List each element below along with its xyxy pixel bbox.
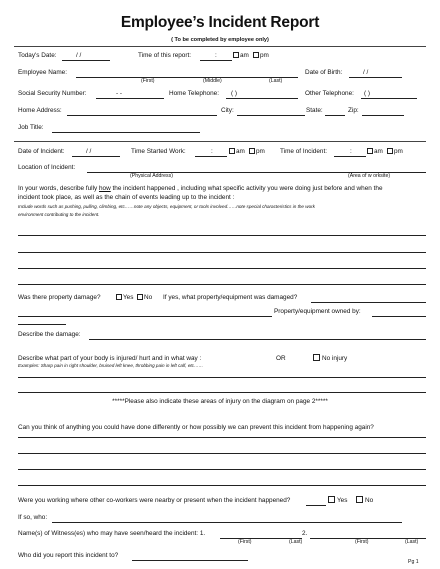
home-address-field[interactable]	[67, 115, 217, 116]
zip-label: Zip:	[348, 107, 359, 114]
checkbox[interactable]	[116, 294, 122, 300]
ssn-label: Social Security Number:	[18, 90, 87, 97]
coworkers-no-option[interactable]	[356, 496, 373, 504]
physical-address-caption: (Physical Address)	[130, 173, 173, 179]
no-label: No	[365, 497, 374, 504]
home-telephone-label: Home Telephone:	[169, 90, 219, 97]
section-divider	[14, 141, 426, 142]
property-damage-no-option[interactable]	[137, 294, 152, 301]
or-label: OR	[276, 355, 286, 362]
yes-label: Yes	[123, 294, 134, 301]
state-label: State:	[306, 107, 323, 114]
todays-date-field[interactable]	[62, 60, 110, 61]
if-so-who-field[interactable]	[52, 522, 402, 523]
describe-answer-line[interactable]	[18, 252, 426, 253]
page-number: Pg 1	[408, 559, 419, 565]
no-label: No	[144, 294, 153, 301]
time-started-work-label: Time Started Work:	[131, 148, 186, 155]
witness-2-label: 2.	[302, 530, 308, 537]
checkbox[interactable]	[253, 52, 259, 58]
home-telephone-field[interactable]	[226, 98, 298, 99]
report-am-option[interactable]	[233, 52, 249, 59]
body-injured-answer-line[interactable]	[18, 377, 426, 378]
state-field[interactable]	[325, 115, 345, 116]
todays-date-label: Today's Date:	[18, 52, 57, 59]
property-damage-yes-option[interactable]	[116, 294, 133, 301]
date-of-birth-field[interactable]	[349, 77, 402, 78]
todays-date-slashes: / /	[76, 52, 82, 59]
describe-answer-line[interactable]	[18, 268, 426, 269]
checkbox[interactable]	[249, 148, 255, 154]
coworkers-nearby-label: Were you working where other co-workers were nearby or present when the incident happened?	[18, 497, 291, 504]
if-so-who-label: If so, who:	[18, 514, 48, 521]
checkbox[interactable]	[313, 354, 320, 361]
prevention-answer-line[interactable]	[18, 437, 426, 438]
checkbox[interactable]	[328, 496, 335, 503]
other-telephone-field[interactable]	[361, 98, 417, 99]
describe-how-emphasis: how	[98, 185, 111, 192]
other-telephone-parens: ( )	[364, 90, 371, 97]
started-pm-option[interactable]	[249, 148, 265, 155]
city-label: City:	[221, 107, 234, 114]
property-damaged-field-line-2[interactable]	[18, 316, 272, 317]
ssn-dashes: - -	[116, 90, 123, 97]
describe-prompt-line-2: incident took place, as well as the chain of events leading up to the incident :	[18, 194, 235, 201]
yes-label: Yes	[337, 497, 348, 504]
job-title-label: Job Title:	[18, 124, 44, 131]
describe-hint-line-2: environment contributing to the incident.	[18, 212, 100, 217]
property-damage-label: Was there property damage?	[18, 294, 101, 301]
page-title: Employee’s Incident Report	[120, 14, 320, 31]
date-of-birth-slashes: / /	[363, 69, 369, 76]
report-pm-option[interactable]	[253, 52, 269, 59]
pm-label: pm	[394, 148, 403, 155]
checkbox[interactable]	[229, 148, 235, 154]
prevention-answer-line[interactable]	[18, 453, 426, 454]
job-title-field[interactable]	[52, 132, 200, 133]
location-label: Location of Incident:	[18, 164, 76, 171]
describe-prompt-rest: the incident happened , including what specific activity you were doing just before and when the	[110, 185, 383, 192]
witness-2-first-caption: (First)	[355, 539, 369, 545]
coworkers-nearby-blank	[306, 505, 326, 506]
property-owned-by-field-line-2[interactable]	[18, 324, 66, 325]
time-of-report-field[interactable]	[200, 60, 232, 61]
last-name-caption: (Last)	[269, 78, 283, 84]
describe-answer-line[interactable]	[18, 235, 426, 236]
prevention-answer-line[interactable]	[18, 469, 426, 470]
describe-prompt-line-1	[18, 185, 383, 192]
body-injured-answer-line[interactable]	[18, 392, 426, 393]
who-reported-field[interactable]	[132, 560, 248, 561]
no-injury-label: No injury	[322, 355, 348, 362]
page-subtitle: ( To be completed by employee only)	[171, 37, 269, 43]
property-owned-by-field[interactable]	[372, 316, 426, 317]
am-label: am	[374, 148, 383, 155]
if-yes-property-label: If yes, what property/equipment was damaged?	[163, 294, 298, 301]
city-field[interactable]	[237, 115, 305, 116]
describe-damage-label: Describe the damage:	[18, 331, 81, 338]
time-of-incident-colon: :	[350, 148, 352, 155]
middle-name-caption: (Middle)	[203, 78, 222, 84]
coworkers-yes-option[interactable]	[328, 496, 347, 504]
home-address-label: Home Address:	[18, 107, 62, 114]
time-of-incident-field[interactable]	[334, 156, 366, 157]
time-started-work-colon: :	[211, 148, 213, 155]
zip-field[interactable]	[362, 115, 404, 116]
incident-am-option[interactable]	[367, 148, 383, 155]
incident-pm-option[interactable]	[387, 148, 403, 155]
who-reported-label: Who did you report this incident to?	[18, 552, 119, 559]
header-divider	[14, 46, 426, 47]
witness-1-first-caption: (First)	[238, 539, 252, 545]
am-label: am	[236, 148, 245, 155]
checkbox[interactable]	[387, 148, 393, 154]
body-injured-label: Describe what part of your body is injured/ hurt and in what way :	[18, 355, 202, 362]
property-owned-by-label: Property/equipment owned by:	[274, 308, 361, 315]
witness-2-last-caption: (Last)	[405, 539, 419, 545]
time-started-work-field[interactable]	[195, 156, 227, 157]
home-telephone-parens: ( )	[231, 90, 238, 97]
diagram-note: *****Please also indicate these areas of injury on the diagram on page 2*****	[112, 398, 328, 405]
started-am-option[interactable]	[229, 148, 245, 155]
body-examples-hint: Examples: Sharp pain in right shoulder, bruised left knee, throbbing pain in left calf, etc……	[18, 363, 204, 368]
property-damaged-field[interactable]	[311, 302, 426, 303]
no-injury-option[interactable]	[313, 354, 347, 362]
time-of-incident-label: Time of Incident:	[280, 148, 328, 155]
date-of-incident-label: Date of Incident:	[18, 148, 65, 155]
describe-prompt-start: In your words, describe fully	[18, 185, 99, 192]
date-of-incident-field[interactable]	[72, 156, 120, 157]
am-label: am	[240, 52, 249, 59]
describe-answer-line[interactable]	[18, 284, 426, 285]
pm-label: pm	[260, 52, 269, 59]
describe-hint-line-1: Include words such as pushing, pulling, climbing, etc……note any objects, equipment, or tools involved……note special characteristics in the work	[18, 204, 315, 209]
date-of-incident-slashes: / /	[86, 148, 92, 155]
first-name-caption: (First)	[141, 78, 155, 84]
describe-damage-field[interactable]	[89, 339, 426, 340]
checkbox[interactable]	[233, 52, 239, 58]
time-of-report-colon: :	[215, 52, 217, 59]
checkbox[interactable]	[367, 148, 373, 154]
other-telephone-label: Other Telephone:	[305, 90, 354, 97]
area-of-worksite-caption: (Area of w orksite)	[348, 173, 391, 179]
could-have-done-label: Can you think of anything you could have done differently or how possibly we can prevent this incident from happening again?	[18, 424, 374, 431]
prevention-answer-line[interactable]	[18, 485, 426, 486]
employee-name-label: Employee Name:	[18, 69, 68, 76]
witness-names-label: Name(s) of Witness(es) who may have seen/heard the incident: 1.	[18, 530, 206, 537]
checkbox[interactable]	[356, 496, 363, 503]
pm-label: pm	[256, 148, 265, 155]
employee-name-field[interactable]	[76, 77, 298, 78]
witness-1-last-caption: (Last)	[289, 539, 303, 545]
ssn-field[interactable]	[96, 98, 164, 99]
checkbox[interactable]	[137, 294, 143, 300]
date-of-birth-label: Date of Birth:	[305, 69, 343, 76]
time-of-report-label: Time of this report:	[138, 52, 192, 59]
